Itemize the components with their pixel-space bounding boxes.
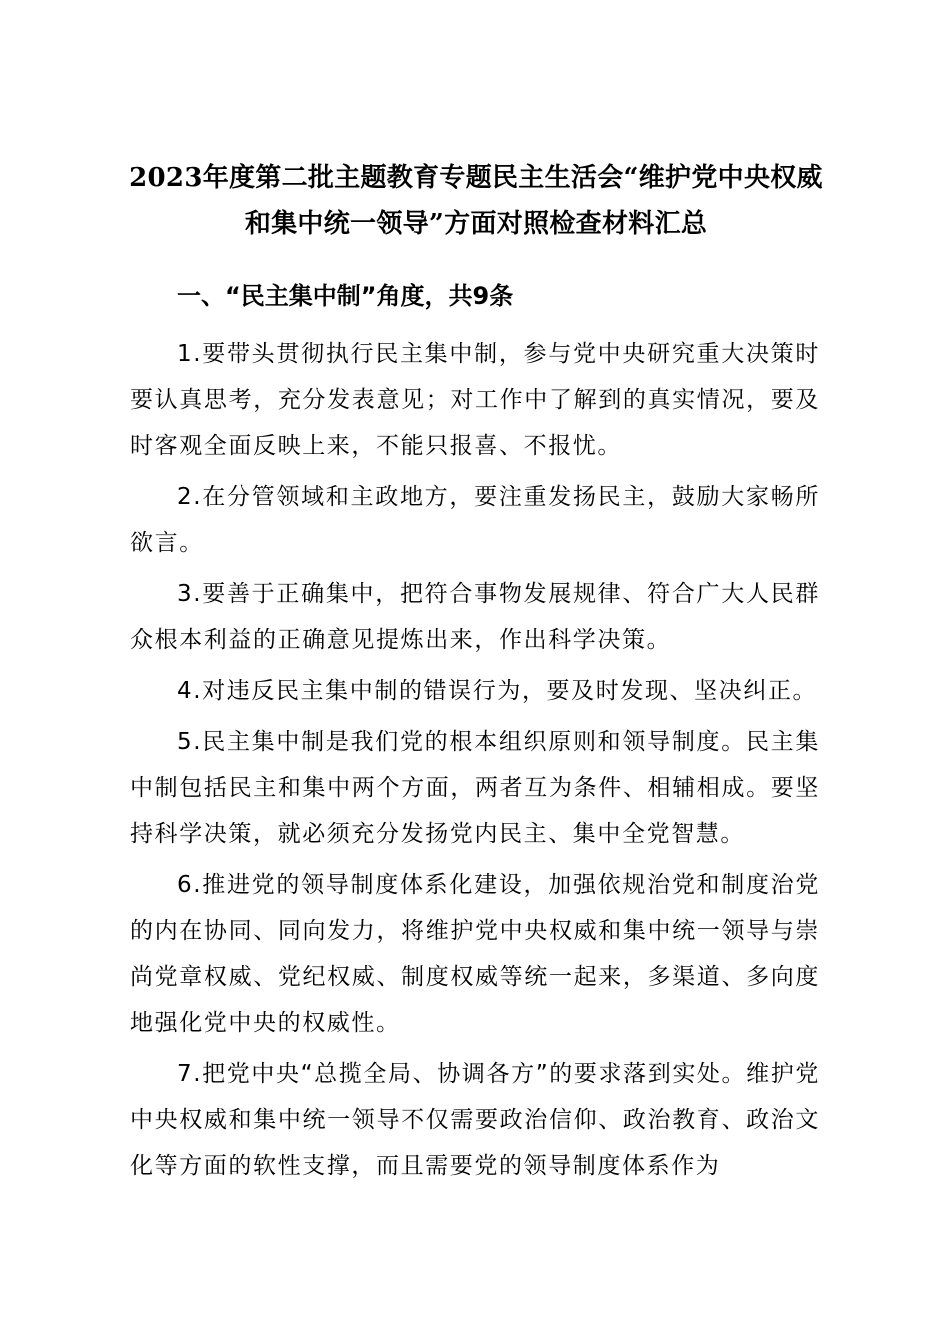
list-item: 1.要带头贯彻执行民主集中制，参与党中央研究重大决策时要认真思考，充分发表意见；对工作中了解到的真实情况，要及时客观全面反映上来，不能只报喜、不报忧。 <box>130 341 820 459</box>
list-item: 2.在分管领域和主政地方，要注重发扬民主，鼓励大家畅所欲言。 <box>130 484 820 556</box>
list-item: 7.把党中央“总揽全局、协调各方”的要求落到实处。维护党中央权威和集中统一领导不仅需要政治信仰、政治教育、政治文化等方面的软性支撑，而且需要党的领导制度体系作为 <box>130 1061 820 1179</box>
list-item: 6.推进党的领导制度体系化建设，加强依规治党和制度治党的内在协同、同向发力，将维护党中央权威和集中统一领导与崇尚党章权威、党纪权威、制度权威等统一起来，多渠道、多向度地强化党中央的权威性。 <box>130 872 820 1036</box>
list-item: 4.对违反民主集中制的错误行为，要及时发现、坚决纠正。 <box>177 678 818 704</box>
list-item: 5.民主集中制是我们党的根本组织原则和领导制度。民主集中制包括民主和集中两个方面，两者互为条件、相辅相成。要坚持科学决策，就必须充分发扬党内民主、集中全党智慧。 <box>130 729 820 847</box>
document-body <box>130 273 820 1194</box>
document-title: 2023年度第二批主题教育专题民主生活会“维护党中央权威和集中统一领导”方面对照检查材料汇总 <box>129 163 823 239</box>
section-heading: 一、“民主集中制”角度，共9条 <box>177 282 514 310</box>
list-item: 3.要善于正确集中，把符合事物发展规律、符合广大人民群众根本利益的正确意见提炼出来，作出科学决策。 <box>130 581 820 653</box>
